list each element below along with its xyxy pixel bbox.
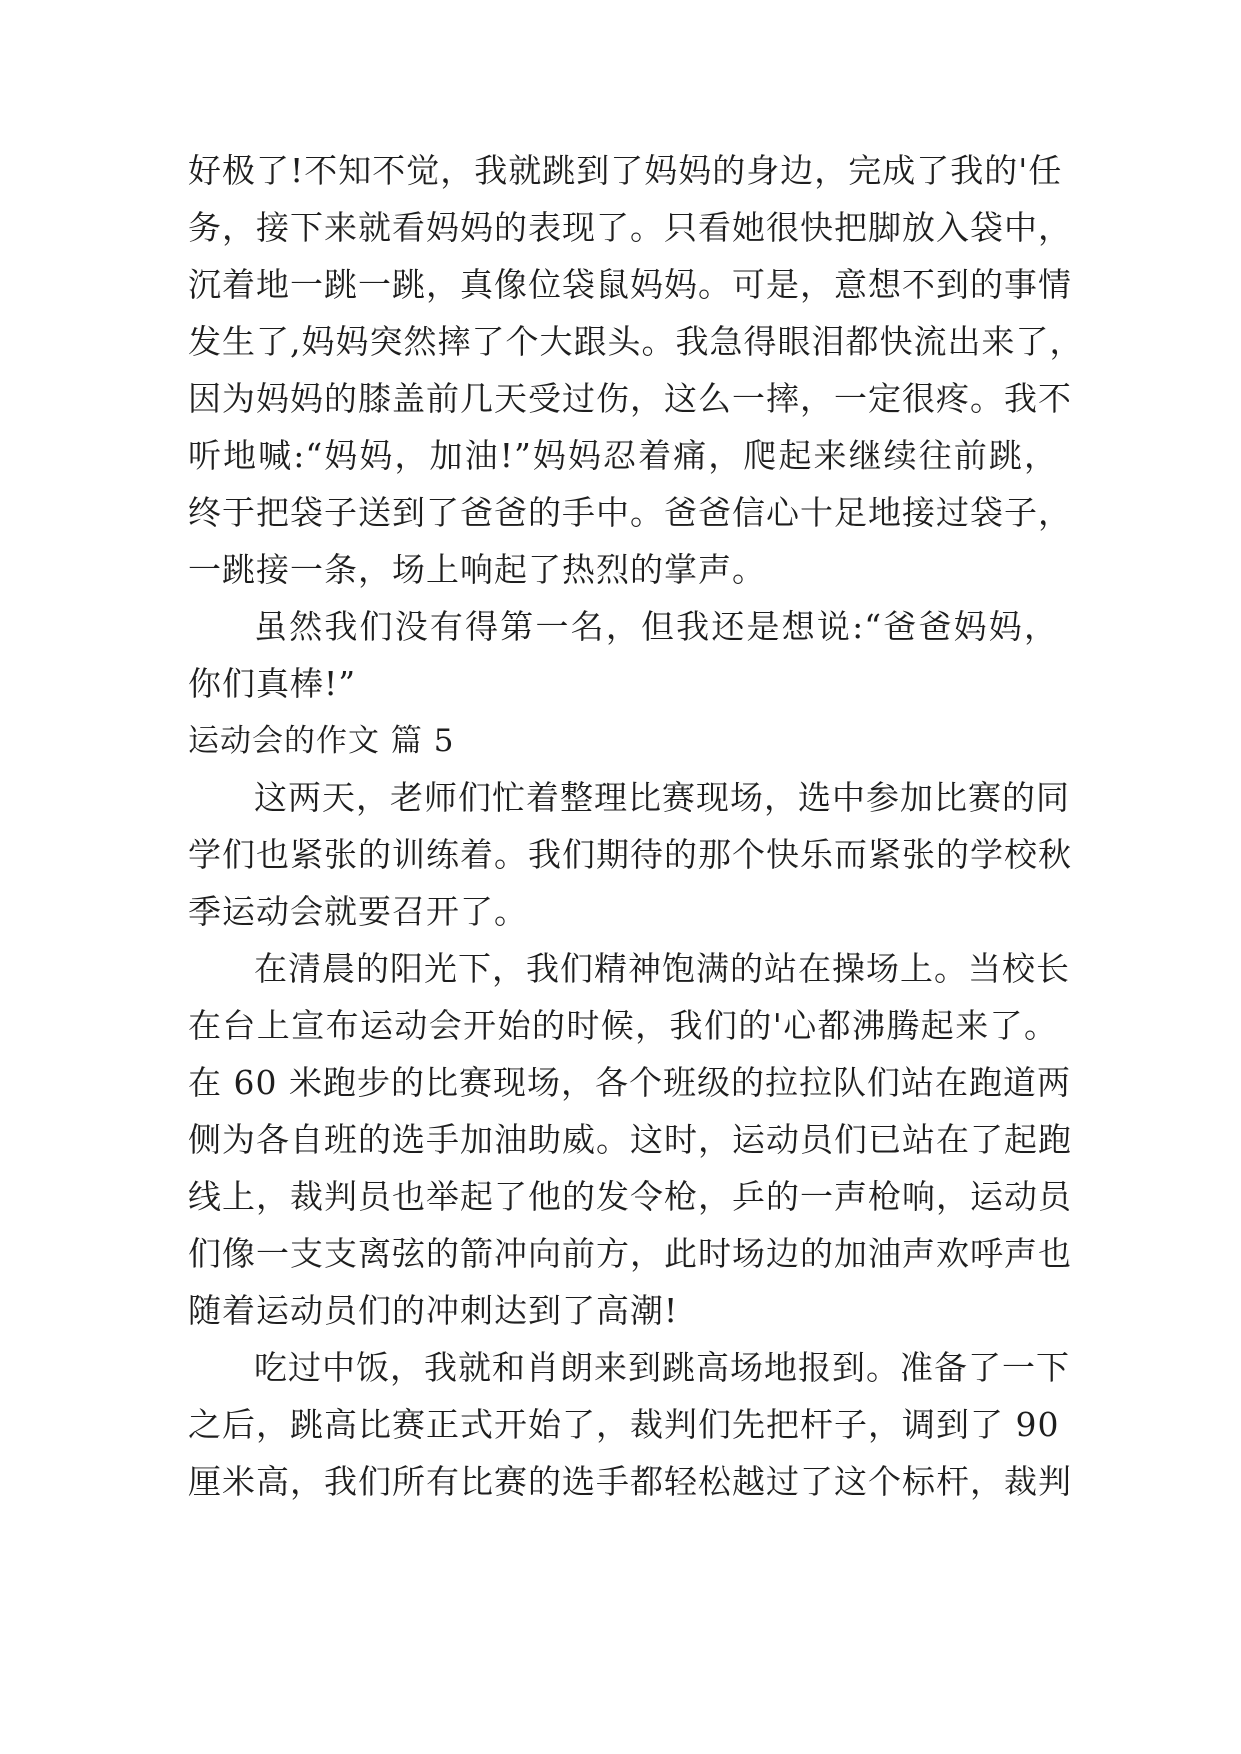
- text-line: 在清晨的阳光下，我们精神饱满的站在操场上。当校长: [254, 949, 1070, 988]
- text-line: 因为妈妈的膝盖前几天受过伤，这么一摔，一定很疼。我不: [188, 379, 1072, 418]
- text-line: 你们真棒!”: [188, 664, 357, 703]
- text-line: 学们也紧张的训练着。我们期待的那个快乐而紧张的学校秋: [188, 835, 1072, 874]
- text-line: 季运动会就要召开了。: [188, 892, 528, 931]
- text-line: 虽然我们没有得第一名，但我还是想说:“爸爸妈妈，: [254, 607, 1058, 646]
- text-line: 线上，裁判员也举起了他的发令枪，乒的一声枪响，运动员: [188, 1177, 1072, 1216]
- text-line: 吃过中饭，我就和肖朗来到跳高场地报到。准备了一下: [254, 1348, 1070, 1387]
- text-line: 发生了,妈妈突然摔了个大跟头。我急得眼泪都快流出来了，: [188, 322, 1084, 361]
- text-line: 沉着地一跳一跳，真像位袋鼠妈妈。可是，意想不到的事情: [188, 265, 1072, 304]
- text-line: 这两天，老师们忙着整理比赛现场，选中参加比赛的同: [254, 778, 1070, 817]
- section-heading: 运动会的作文 篇 5: [188, 723, 455, 759]
- text-line: 听地喊:“妈妈，加油!”妈妈忍着痛，爬起来继续往前跳，: [188, 436, 1058, 475]
- text-line: 厘米高，我们所有比赛的选手都轻松越过了这个标杆，裁判: [188, 1462, 1072, 1501]
- text-line: 一跳接一条，场上响起了热烈的掌声。: [188, 550, 766, 589]
- text-line: 在 60 米跑步的比赛现场，各个班级的拉拉队们站在跑道两: [188, 1063, 1071, 1102]
- text-line: 务，接下来就看妈妈的表现了。只看她很快把脚放入袋中，: [188, 208, 1072, 247]
- text-line: 侧为各自班的选手加油助威。这时，运动员们已站在了起跑: [188, 1120, 1072, 1159]
- text-line: 随着运动员们的冲刺达到了高潮!: [188, 1291, 679, 1330]
- text-line: 在台上宣布运动会开始的时候，我们的'心都沸腾起来了。: [188, 1006, 1058, 1045]
- text-line: 终于把袋子送到了爸爸的手中。爸爸信心十足地接过袋子，: [188, 493, 1072, 532]
- text-line: 们像一支支离弦的箭冲向前方，此时场边的加油声欢呼声也: [188, 1234, 1072, 1273]
- text-line: 好极了!不知不觉，我就跳到了妈妈的身边，完成了我的'任: [188, 151, 1063, 190]
- text-line: 之后，跳高比赛正式开始了，裁判们先把杆子，调到了 90: [188, 1405, 1060, 1444]
